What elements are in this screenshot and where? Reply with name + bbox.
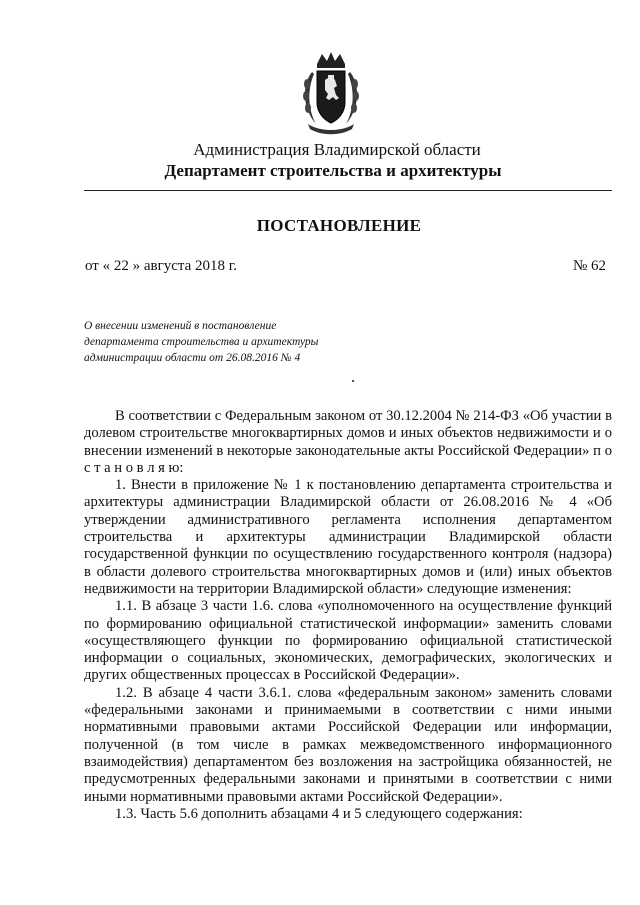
coat-of-arms-icon xyxy=(298,50,364,136)
document-subject xyxy=(84,318,384,366)
body-paragraph: В соответствии с Федеральным законом от 30.12.2004 № 214-ФЗ «Об участии в долевом строительстве многоквартирных домов и иных объектов недвижимости и о внесении изменений в некоторые законодательные акты Российской Федерации» п о с т а н о в л я ю: xyxy=(84,408,612,476)
subject-line: департамента строительства и архитектуры xyxy=(84,336,319,348)
organization-name: Администрация Владимирской области xyxy=(193,140,481,159)
document-body xyxy=(84,408,612,823)
body-paragraph: 1.1. В абзаце 3 части 1.6. слова «уполномоченного на осуществление функций по формированию официальной статистической информации» заменить словами «осуществляющего функции по формированию официальной статистической информации о социальных, экономических, демографических, экологических и других общественных процессах в Российской Федерации». xyxy=(84,598,612,684)
document-date: от « 22 » августа 2018 г. xyxy=(85,258,238,274)
body-paragraph: 1.3. Часть 5.6 дополнить абзацами 4 и 5 следующего содержания: xyxy=(115,805,523,822)
header-divider xyxy=(84,190,612,191)
subject-line: О внесении изменений в постановление xyxy=(84,320,277,332)
scan-speck xyxy=(352,380,354,382)
body-paragraph: 1. Внести в приложение № 1 к постановлению департамента строительства и архитектуры администрации Владимирской области от 26.08.2016 № 4 «Об утверждении административного регламента исполнения департаментом строительства и архитектуры администрации Владимирской области государственной функции по осуществлению государственного контроля (надзора) в области долевого строительства многоквартирных домов и (или) иных объектов недвижимости на территории Владимирской области» следующие изменения: xyxy=(84,477,612,597)
department-name: Департамент строительства и архитектуры xyxy=(164,161,502,180)
document-title: ПОСТАНОВЛЕНИЕ xyxy=(256,216,422,235)
document-number: № 62 xyxy=(572,258,606,274)
body-paragraph: 1.2. В абзаце 4 части 3.6.1. слова «федеральным законом» заменить словами «федеральными законами и принимаемыми в соответствии с ними иными нормативными правовыми актами Российской Федерации или информации, полученной (в том числе в рамках межведомственного информационного взаимодействия) департаментом без возложения на застройщика обязанностей, не предусмотренных федеральными законами и принятыми в соответствии с ними иными нормативными правовыми актами Российской Федерации». xyxy=(84,684,612,805)
subject-line: администрации области от 26.08.2016 № 4 xyxy=(84,352,301,364)
